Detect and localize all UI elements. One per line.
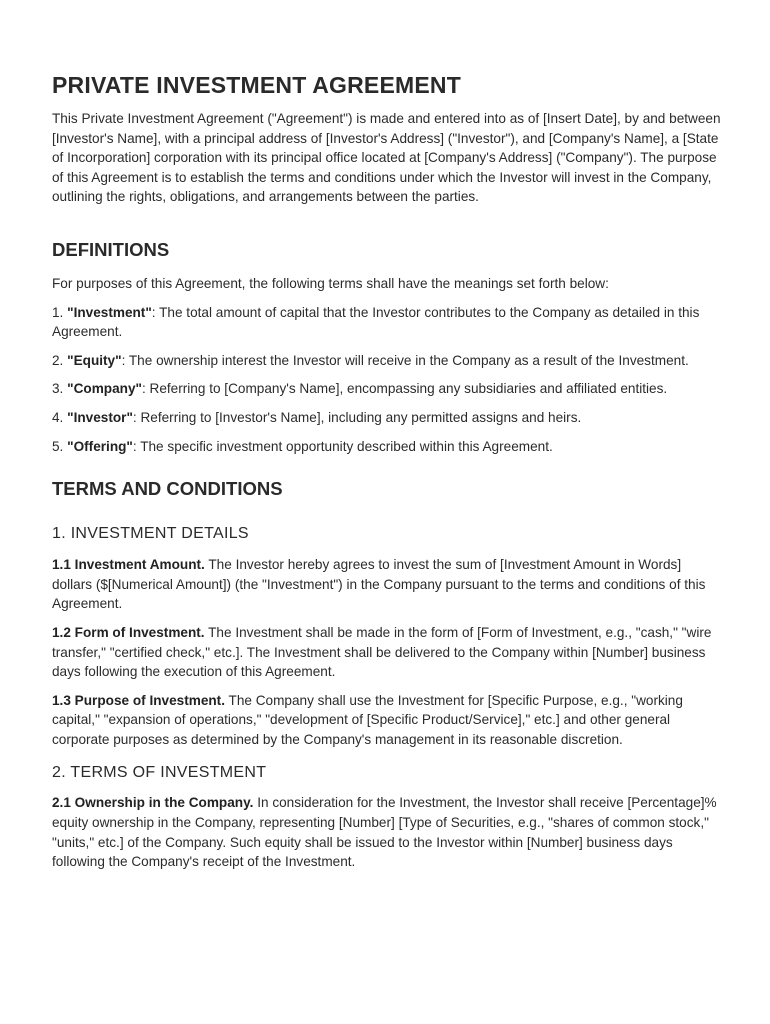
definition-text: : Referring to [Company's Name], encompassing any subsidiaries and affiliated entities.	[141, 381, 668, 397]
clause-text: The Company shall use the Investment for [Specific Purpose, e.g., "working capital," "expansion of operations," "development of [Specific Product/Service]," etc.] and other general corporate purposes as determined by the Company's management in its reasonable discretion.	[52, 692, 683, 747]
clause-text: In consideration for the Investment, the Investor shall receive [Percentage]% equity ownership in the Company, representing [Number] [Type of Securities, e.g., "shares of common stock," "units," etc.] of the Company. Such equity shall be issued to the Investor within [Number] business days following the Company's receipt of the Investment.	[52, 795, 717, 870]
definition-text: : The total amount of capital that the Investor contributes to the Company as detailed in this Agreement.	[52, 304, 700, 340]
clause-1-3	[52, 691, 722, 750]
intro-paragraph: This Private Investment Agreement ("Agreement") is made and entered into as of [Insert Date], by and between [Investor's Name], with a principal address of [Investor's Address] ("Investor"), and [Company's Name], a [State of Incorporation] corporation with its principal office located at [Company's Address] ("Company"). The purpose of this Agreement is to establish the terms and conditions under which the Investor will invest in the Company, outlining the rights, obligations, and arrangements between the parties.	[52, 111, 721, 205]
section-heading-investment-details: 1. INVESTMENT DETAILS	[52, 525, 249, 543]
clause-label: 1.2 Form of Investment.	[52, 624, 205, 640]
clause-1-2	[52, 623, 722, 682]
definitions-lead: For purposes of this Agreement, the following terms shall have the meanings set forth below:	[52, 275, 609, 291]
definition-number: 1.	[52, 304, 64, 320]
clause-1-1	[52, 555, 722, 614]
definition-item	[52, 351, 722, 371]
definition-item	[52, 379, 722, 399]
definition-number: 4.	[52, 409, 64, 425]
document-title: PRIVATE INVESTMENT AGREEMENT	[52, 72, 461, 98]
definition-term: "Company"	[67, 381, 142, 397]
definition-text: : The specific investment opportunity described within this Agreement.	[132, 438, 553, 454]
clause-text: The Investor hereby agrees to invest the sum of [Investment Amount in Words] dollars ($[Numerical Amount]) (the "Investment") in the Company pursuant to the terms and conditions of this Agreement.	[52, 557, 706, 612]
definition-term: "Offering"	[67, 438, 133, 454]
definition-text: : Referring to [Investor's Name], including any permitted assigns and heirs.	[132, 409, 582, 425]
clause-text: The Investment shall be made in the form of [Form of Investment, e.g., "cash," "wire transfer," "certified check," etc.]. The Investment shall be delivered to the Company within [Number] business days following the execution of this Agreement.	[52, 624, 712, 680]
definition-text: : The ownership interest the Investor will receive in the Company as a result of the Investment.	[121, 352, 689, 368]
definition-item	[52, 408, 722, 428]
section-heading-terms-of-investment: 2. TERMS OF INVESTMENT	[52, 764, 267, 782]
definition-item	[52, 437, 722, 457]
definition-term: "Investor"	[67, 409, 133, 425]
definition-number: 3.	[52, 381, 64, 397]
clause-2-1	[52, 793, 722, 871]
clause-label: 1.1 Investment Amount.	[52, 557, 205, 573]
clause-label: 2.1 Ownership in the Company.	[52, 795, 254, 811]
definition-number: 5.	[52, 438, 64, 454]
definition-number: 2.	[52, 352, 64, 368]
definitions-heading: DEFINITIONS	[52, 238, 170, 260]
definition-item	[52, 303, 722, 342]
definition-term: "Equity"	[67, 352, 122, 368]
definition-term: "Investment"	[67, 304, 152, 320]
document-body	[52, 70, 722, 881]
clause-label: 1.3 Purpose of Investment.	[52, 692, 225, 708]
terms-heading: TERMS AND CONDITIONS	[52, 478, 283, 500]
